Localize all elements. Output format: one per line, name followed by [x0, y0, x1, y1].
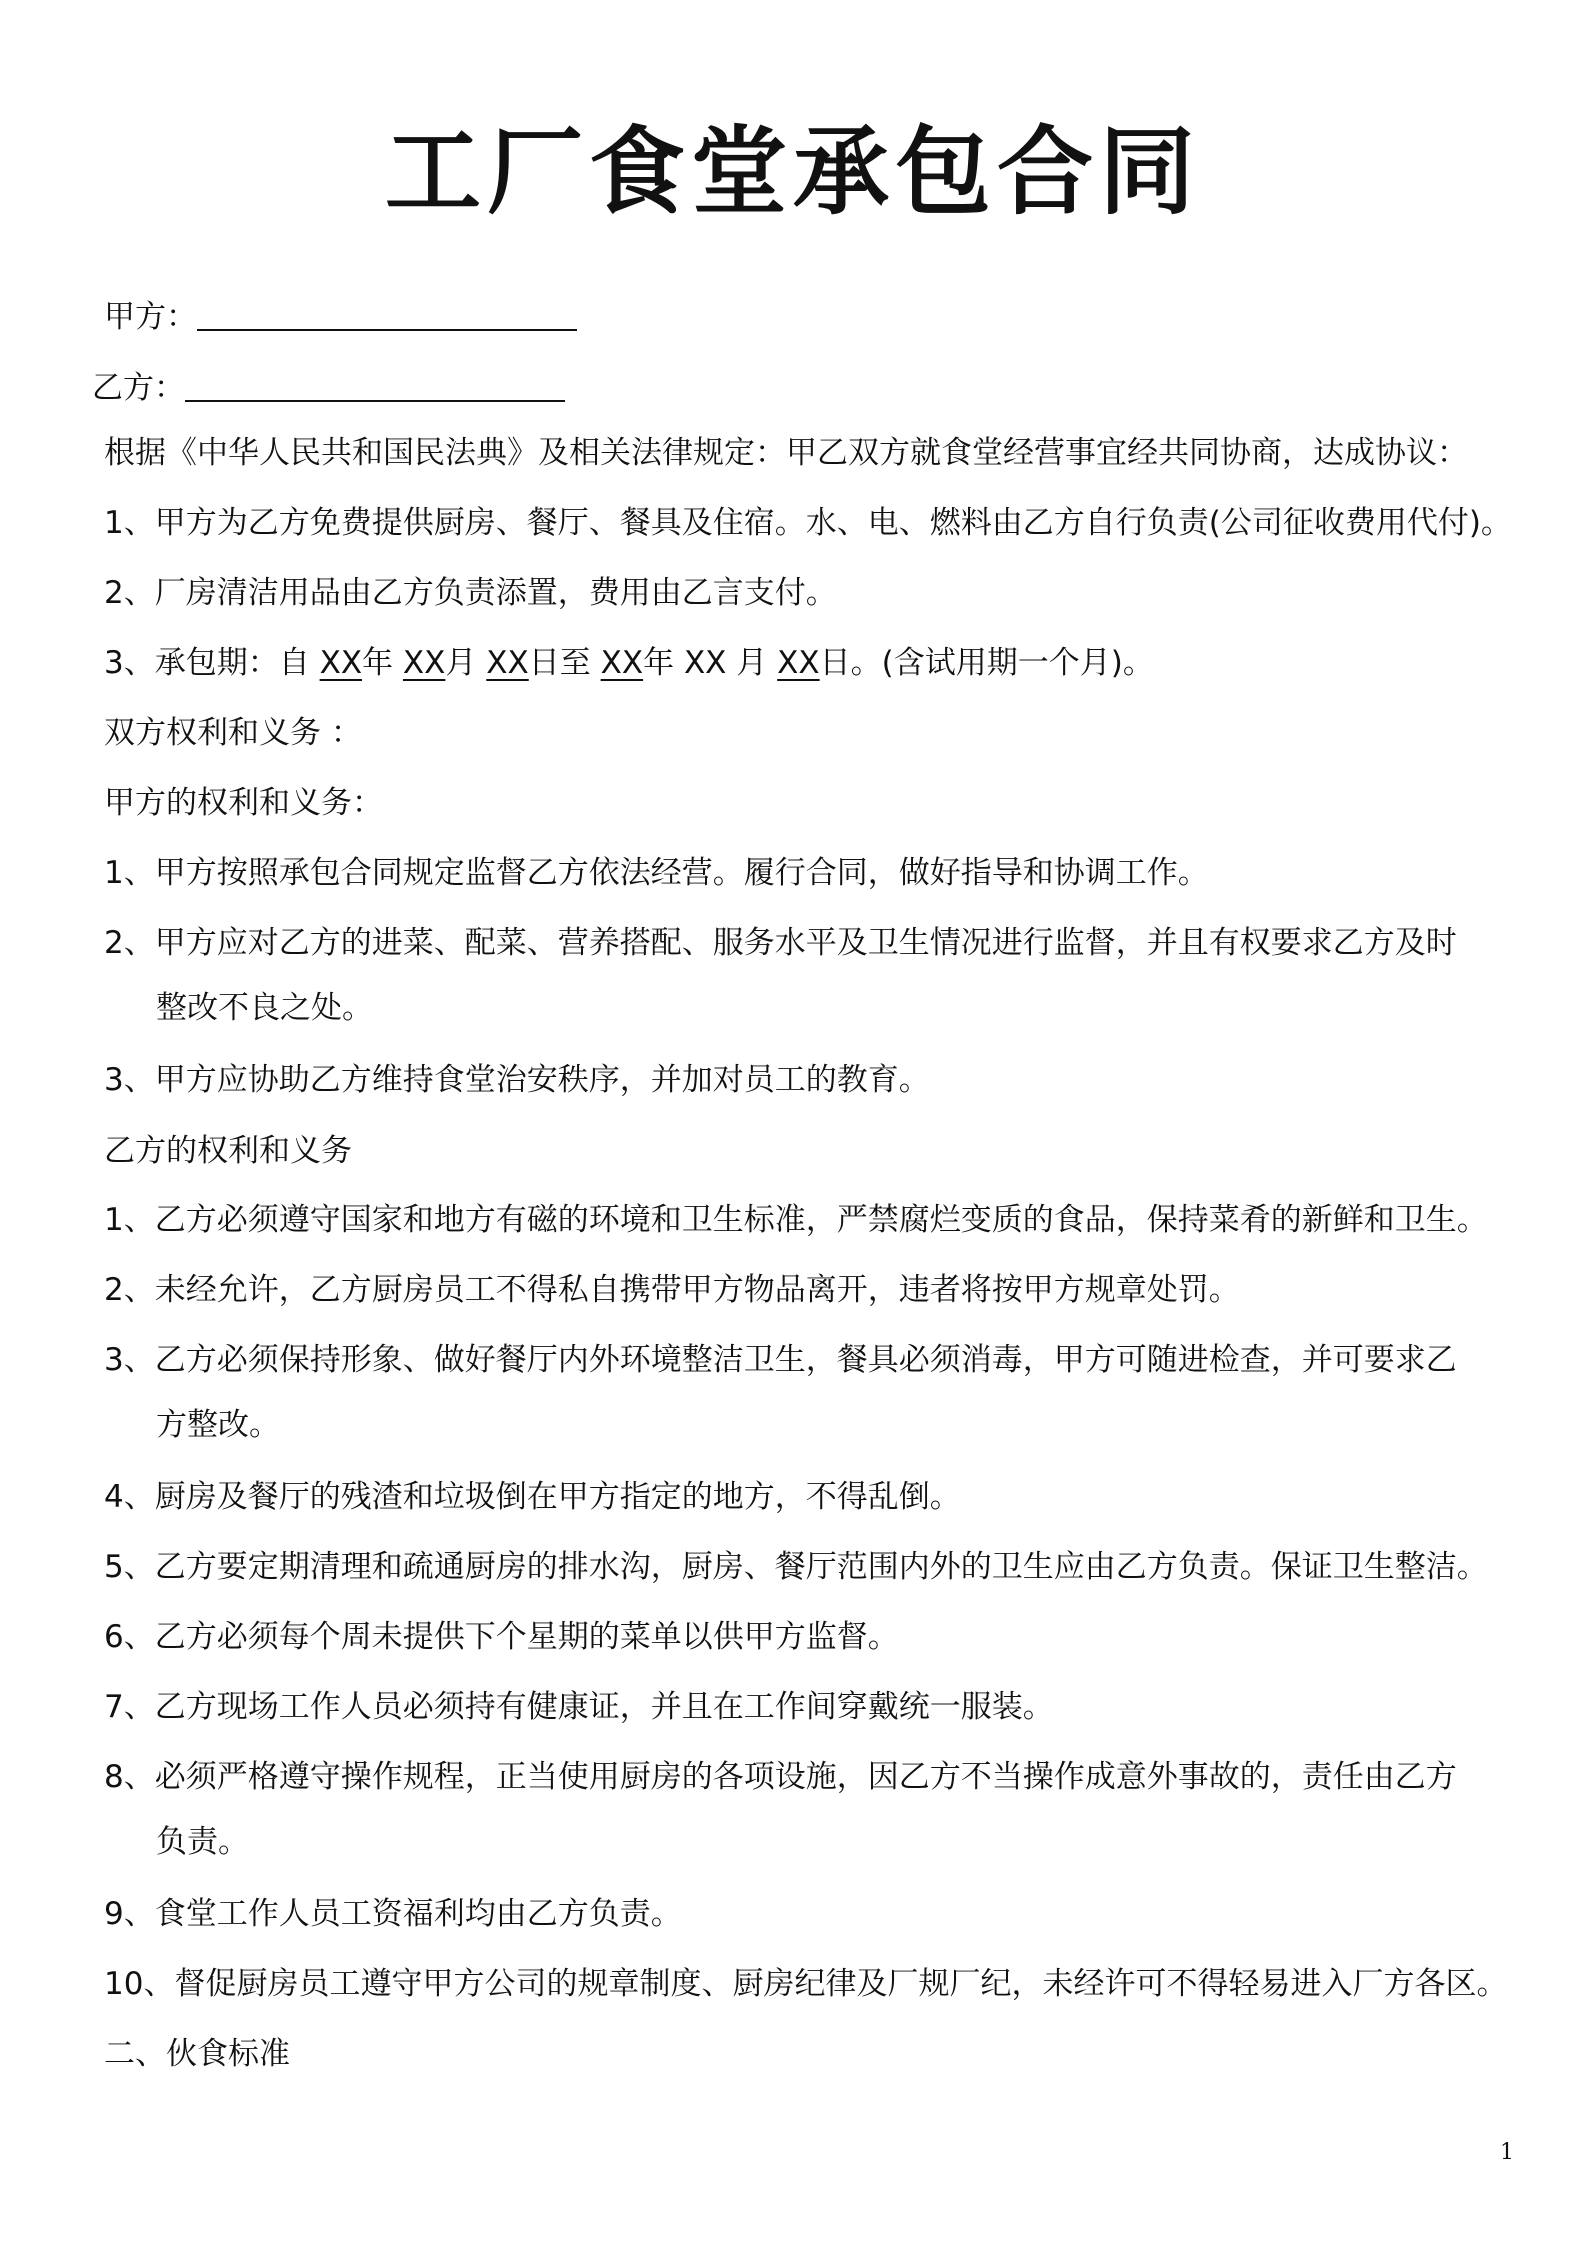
party-b-item-2: 2、未经允许，乙方厨房员工不得私自携带甲方物品离开，违者将按甲方规章处罚。 [104, 1272, 1240, 1308]
section-two-heading: 二、伙食标准 [104, 2036, 290, 2072]
term-end-day: XX [777, 645, 820, 681]
party-a-label: 甲方： [104, 299, 197, 335]
general-item-1: 1、甲方为乙方免费提供厨房、餐厅、餐具及住宿。水、电、燃料由乙方自行负责(公司征收费用代付)。 [104, 505, 1512, 541]
rights-heading: 双方权利和义务 ： [104, 715, 362, 751]
general-item-2: 2、厂房清洁用品由乙方负责添置，费用由乙言支付。 [104, 575, 837, 611]
party-b-blank [185, 370, 565, 402]
party-b-item-9: 9、食堂工作人员工资福利均由乙方负责。 [104, 1896, 682, 1932]
term-suffix: 日。(含试用期一个月)。 [819, 645, 1154, 681]
party-b-item-1: 1、乙方必须遵守国家和地方有磁的环境和卫生标准，严禁腐烂变质的食品，保持菜肴的新鲜和卫生。 [104, 1202, 1488, 1238]
party-b-item-8-cont: 负责。 [156, 1824, 249, 1860]
party-b-line [92, 366, 565, 410]
party-a-blank [197, 299, 577, 331]
party-b-item-4: 4、厨房及餐厅的残渣和垃圾倒在甲方指定的地方，不得乱倒。 [104, 1479, 961, 1515]
party-a-item-2-cont: 整改不良之处。 [156, 990, 373, 1026]
party-b-item-8: 8、必须严格遵守操作规程，正当使用厨房的各项设施，因乙方不当操作成意外事故的，责任由乙方 [104, 1759, 1457, 1795]
term-year-text: 年 [362, 645, 403, 681]
party-a-item-3: 3、甲方应协助乙方维持食堂治安秩序，并加对员工的教育。 [104, 1062, 930, 1098]
page-number: 1 [1500, 2140, 1514, 2165]
party-b-label: 乙方： [92, 370, 185, 406]
party-a-item-1: 1、甲方按照承包合同规定监督乙方依法经营。履行合同，做好指导和协调工作。 [104, 855, 1209, 891]
term-line [104, 641, 1154, 685]
contract-title: 工厂食堂承包合同 [385, 116, 1201, 228]
party-a-item-2: 2、甲方应对乙方的进菜、配菜、营养搭配、服务水平及卫生情况进行监督，并且有权要求乙方及时 [104, 925, 1457, 961]
term-start-month: XX [402, 645, 446, 681]
term-prefix: 3、承包期：自 [104, 645, 320, 681]
term-to-text: 日至 [528, 645, 601, 681]
term-end-year-month-text: 年 XX 月 [643, 645, 778, 681]
term-month-text: 月 [445, 645, 487, 681]
party-b-item-6: 6、乙方必须每个周未提供下个星期的菜单以供甲方监督。 [104, 1619, 899, 1655]
term-start-day: XX [486, 645, 529, 681]
term-end-year: XX [600, 645, 644, 681]
party-b-item-10: 10、督促厨房员工遵守甲方公司的规章制度、厨房纪律及厂规厂纪，未经许可不得轻易进入厂方各区。 [104, 1966, 1508, 2002]
party-b-item-5: 5、乙方要定期清理和疏通厨房的排水沟，厨房、餐厅范围内外的卫生应由乙方负责。保证卫生整洁。 [104, 1549, 1488, 1585]
party-b-item-7: 7、乙方现场工作人员必须持有健康证，并且在工作间穿戴统一服装。 [104, 1689, 1054, 1725]
party-a-heading: 甲方的权利和义务： [104, 785, 383, 821]
party-b-item-3: 3、乙方必须保持形象、做好餐厅内外环境整洁卫生，餐具必须消毒，甲方可随进检查，并可要求乙 [104, 1342, 1457, 1378]
party-b-heading: 乙方的权利和义务 [104, 1133, 352, 1169]
party-b-item-3-cont: 方整改。 [156, 1407, 280, 1443]
party-a-line [104, 295, 577, 339]
term-start-year: XX [319, 645, 363, 681]
preamble: 根据《中华人民共和国民法典》及相关法律规定：甲乙双方就食堂经营事宜经共同协商，达成协议： [104, 435, 1468, 471]
